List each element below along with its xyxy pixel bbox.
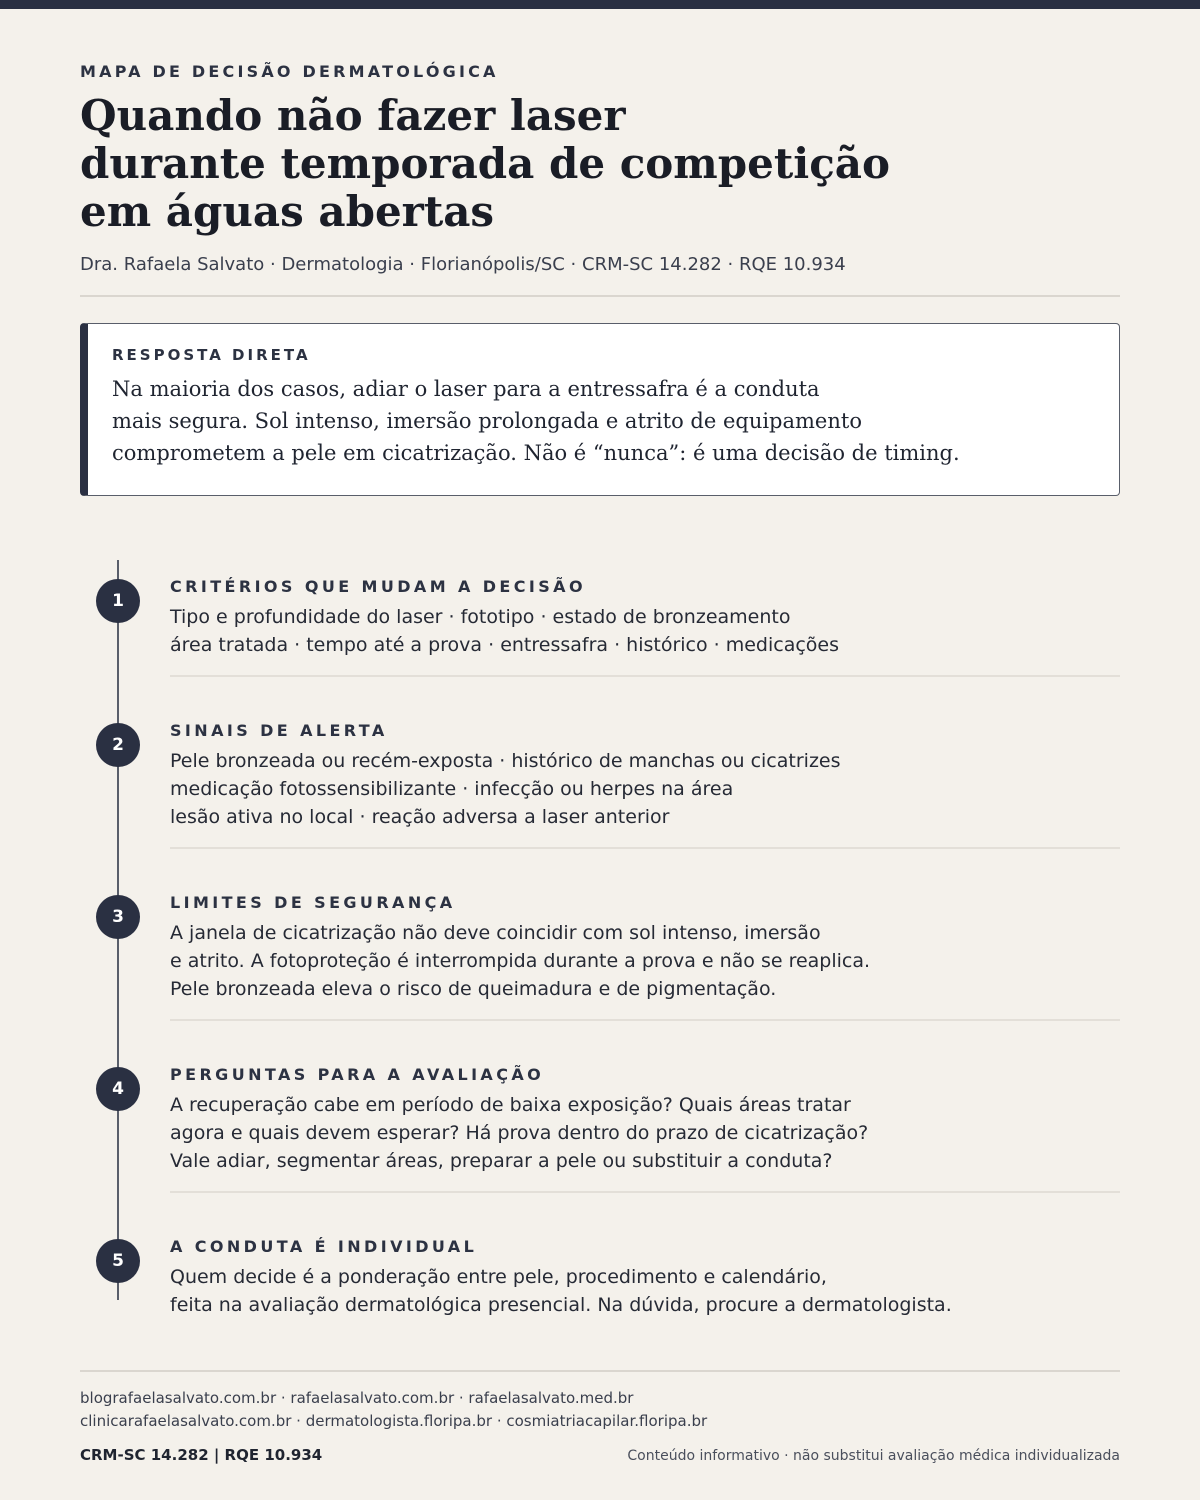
step-number-badge: 3 <box>96 895 140 939</box>
step-heading: CRITÉRIOS QUE MUDAM A DECISÃO <box>170 577 586 596</box>
step-body <box>170 919 1120 1003</box>
step-body-line: Pele bronzeada ou recém-exposta · histórico de manchas ou cicatrizes <box>170 750 841 772</box>
footer-sites <box>80 1387 707 1433</box>
footer-disclaimer: Conteúdo informativo · não substitui avaliação médica individualizada <box>627 1448 1120 1464</box>
step-body-line: Vale adiar, segmentar áreas, preparar a pele ou substituir a conduta? <box>170 1150 833 1172</box>
step-divider <box>170 675 1120 677</box>
step-body-line: feita na avaliação dermatológica presencial. Na dúvida, procure a dermatologista. <box>170 1294 952 1316</box>
footer-sites-line: clinicarafaelasalvato.com.br · dermatologista.floripa.br · cosmiatriacapilar.floripa.br <box>80 1412 708 1430</box>
footer-divider <box>80 1370 1120 1372</box>
page-title <box>80 92 980 236</box>
step-body-line: agora e quais devem esperar? Há prova dentro do prazo de cicatrização? <box>170 1122 869 1144</box>
header-divider <box>80 295 1120 297</box>
step-body-line: medicação fotossensibilizante · infecção ou herpes na área <box>170 778 734 800</box>
step-body-line: área tratada · tempo até a prova · entressafra · histórico · medicações <box>170 634 840 656</box>
step-body <box>170 747 1120 831</box>
step-body-line: A recuperação cabe em período de baixa exposição? Quais áreas tratar <box>170 1094 851 1116</box>
footer-sites-line: blografaelasalvato.com.br · rafaelasalvato.com.br · rafaelasalvato.med.br <box>80 1389 634 1407</box>
direct-answer-label: RESPOSTA DIRETA <box>112 346 311 364</box>
step-number-badge: 2 <box>96 723 140 767</box>
step-body-line: e atrito. A fotoproteção é interrompida durante a prova e não se reaplica. <box>170 950 871 972</box>
answer-line: comprometem a pele em cicatrização. Não é “nunca”: é uma decisão de timing. <box>112 441 960 465</box>
author-byline: Dra. Rafaela Salvato · Dermatologia · Florianópolis/SC · CRM-SC 14.282 · RQE 10.934 <box>80 254 846 275</box>
step-number-badge: 5 <box>96 1239 140 1283</box>
direct-answer-card <box>80 323 1120 496</box>
eyebrow-label: MAPA DE DECISÃO DERMATOLÓGICA <box>80 62 499 81</box>
step-body <box>170 1263 1120 1319</box>
step-heading: LIMITES DE SEGURANÇA <box>170 893 456 912</box>
step-body-line: Pele bronzeada eleva o risco de queimadura e de pigmentação. <box>170 978 777 1000</box>
step-heading: SINAIS DE ALERTA <box>170 721 388 740</box>
title-line: durante temporada de competição <box>80 139 890 188</box>
top-accent-bar <box>0 0 1200 9</box>
step-body-line: lesão ativa no local · reação adversa a laser anterior <box>170 806 670 828</box>
step-heading: A CONDUTA É INDIVIDUAL <box>170 1237 478 1256</box>
answer-line: Na maioria dos casos, adiar o laser para a entressafra é a conduta <box>112 377 820 401</box>
title-line: Quando não fazer laser <box>80 91 626 140</box>
step-body-line: Tipo e profundidade do laser · fototipo · estado de bronzeamento <box>170 606 791 628</box>
title-line: em águas abertas <box>80 187 495 236</box>
step-body-line: Quem decide é a ponderação entre pele, procedimento e calendário, <box>170 1266 827 1288</box>
step-number-badge: 1 <box>96 579 140 623</box>
step-divider <box>170 1019 1120 1021</box>
step-divider <box>170 1191 1120 1193</box>
step-divider <box>170 847 1120 849</box>
step-heading: PERGUNTAS PARA A AVALIAÇÃO <box>170 1065 545 1084</box>
step-body <box>170 603 1120 659</box>
step-body-line: A janela de cicatrização não deve coincidir com sol intenso, imersão <box>170 922 821 944</box>
registration-numbers: CRM-SC 14.282 | RQE 10.934 <box>80 1446 323 1464</box>
answer-line: mais segura. Sol intenso, imersão prolongada e atrito de equipamento <box>112 409 862 433</box>
step-body <box>170 1091 1120 1175</box>
direct-answer-text <box>112 373 1112 469</box>
step-number-badge: 4 <box>96 1067 140 1111</box>
